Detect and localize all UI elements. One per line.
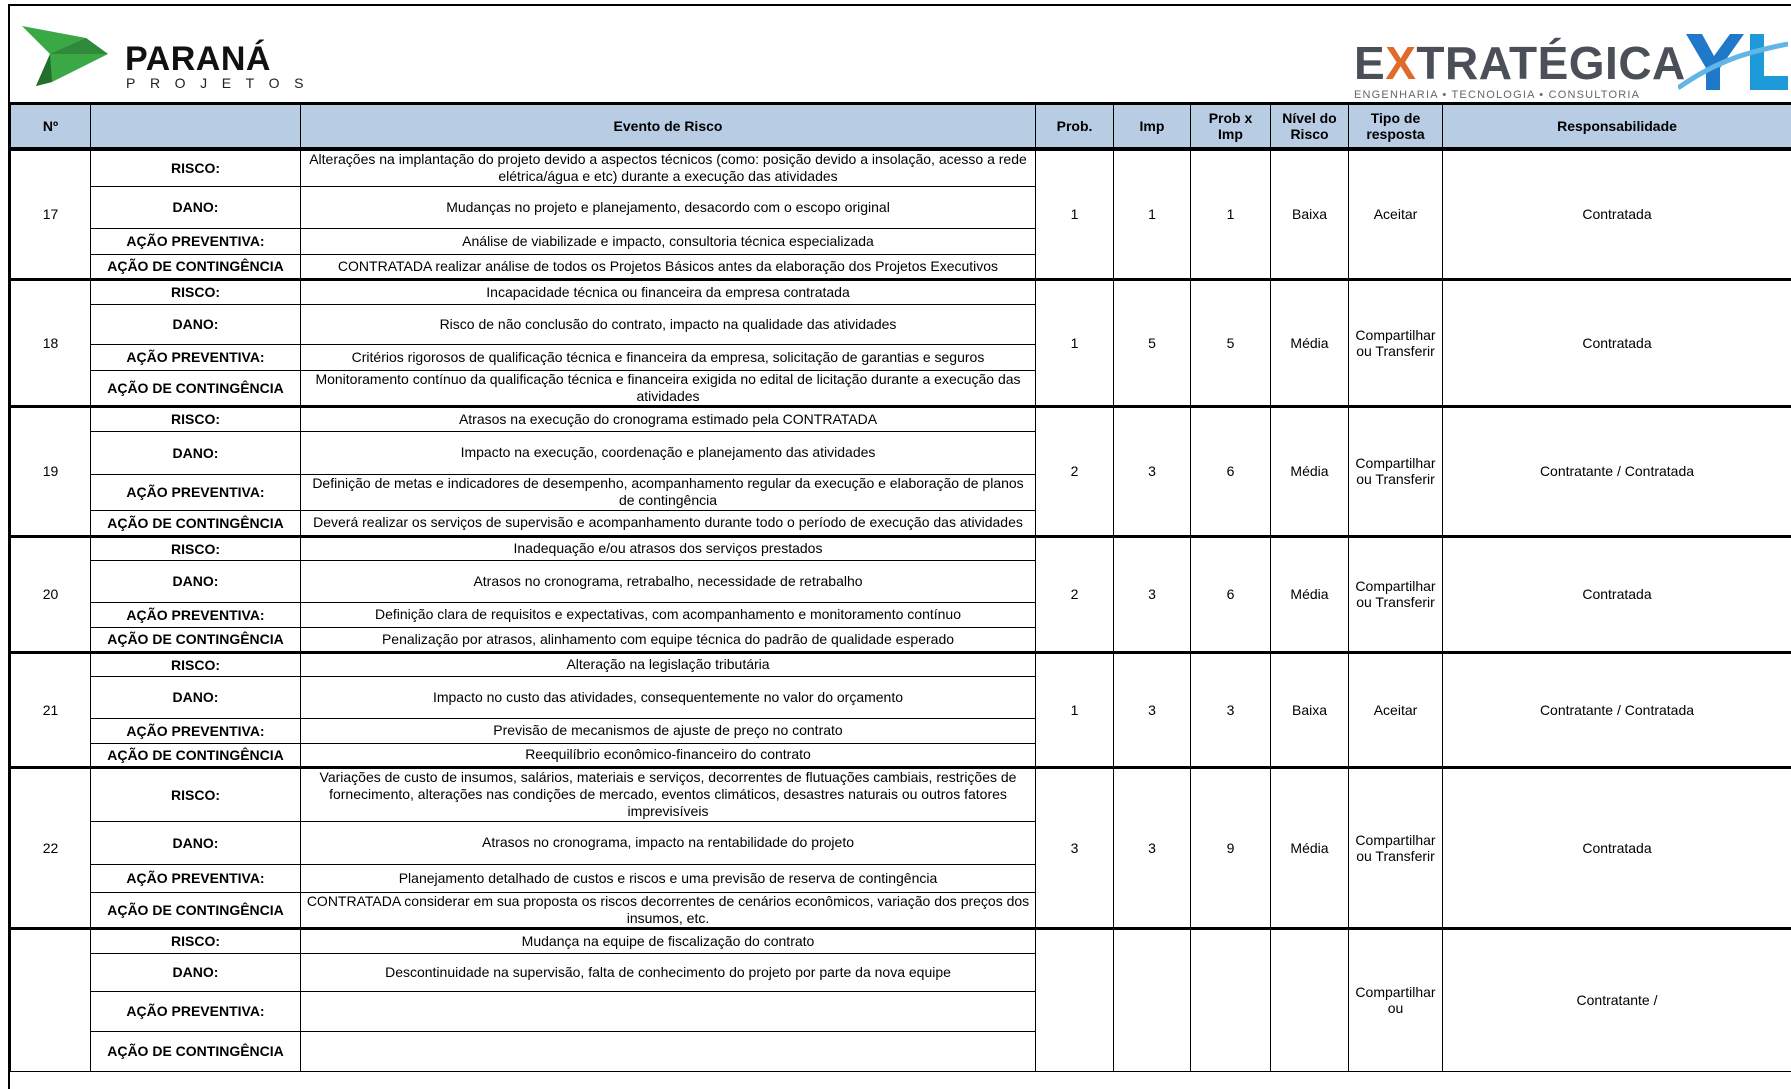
risk-prob: 1 [1036,652,1114,767]
risk-label-dano: DANO: [91,560,301,602]
risk-text-prev: Análise de viabilizade e impacto, consultoria técnica especializada [301,228,1036,254]
risk-text-dano: Risco de não conclusão do contrato, impacto na qualidade das atividades [301,304,1036,344]
risk-text-cont: CONTRATADA considerar em sua proposta os riscos decorrentes de cenários econômicos, variação dos preços dos insumos, etc. [301,892,1036,928]
risk-imp: 3 [1114,652,1191,767]
risk-table [10,102,1791,1072]
risk-label-dano: DANO: [91,431,301,474]
risk-prob: 1 [1036,279,1114,406]
estrategica-name [1354,40,1686,86]
estrategica-sub: ENGENHARIA • TECNOLOGIA • CONSULTORIA [1354,89,1686,101]
risk-prob-x-imp: 9 [1191,767,1271,928]
risk-text-risco: Alteração na legislação tributária [301,652,1036,676]
risk-number: 21 [11,652,91,767]
risk-text-risco: Alterações na implantação do projeto devido a aspectos técnicos (como: posição devido a insolação, acesso a rede elétrica/água e etc) durante a execução das atividades [301,149,1036,186]
document-header [10,6,1791,102]
estrategica-name-x: X [1385,37,1416,89]
risk-prob-x-imp: 5 [1191,279,1271,406]
risk-text-risco: Inadequação e/ou atrasos dos serviços prestados [301,536,1036,560]
col-pxi-header: Prob x Imp [1191,104,1271,150]
risk-level: Média [1271,536,1349,652]
col-num-header: Nº [11,104,91,150]
risk-imp: 3 [1114,767,1191,928]
risk-label-risco: RISCO: [91,406,301,431]
risk-label-dano: DANO: [91,186,301,228]
risk-text-dano: Atrasos no cronograma, impacto na rentabilidade do projeto [301,821,1036,864]
risk-prob: 2 [1036,406,1114,536]
col-imp-header: Imp [1114,104,1191,150]
parana-name: PARANÁ [125,42,318,76]
risk-text-cont: Monitoramento contínuo da qualificação técnica e financeira exigida no edital de licitação durante a execução das atividades [301,370,1036,406]
risk-imp [1114,928,1191,1071]
risk-imp: 3 [1114,406,1191,536]
risk-text-prev [301,991,1036,1031]
risk-text-prev: Definição de metas e indicadores de desempenho, acompanhamento regular da execução e elaboração de planos de contingência [301,474,1036,510]
risk-imp: 1 [1114,149,1191,279]
risk-label-cont: AÇÃO DE CONTINGÊNCIA [91,254,301,279]
risk-level: Média [1271,406,1349,536]
risk-subrow-risco [11,536,1791,560]
risk-responsibility: Contratada [1443,536,1791,652]
risk-subrow-risco [11,928,1791,953]
risk-label-risco: RISCO: [91,279,301,304]
risk-text-prev: Planejamento detalhado de custos e riscos e uma previsão de reserva de contingência [301,864,1036,892]
risk-number: 20 [11,536,91,652]
risk-level: Baixa [1271,149,1349,279]
risk-number: 17 [11,149,91,279]
parana-sub: PROJETOS [126,76,318,90]
risk-response-type: Compartilhar ou Transferir [1349,406,1443,536]
table-header-row [11,104,1791,150]
col-responsibility-header: Responsabilidade [1443,104,1791,150]
risk-response-type: Compartilhar ou Transferir [1349,279,1443,406]
risk-label-prev: AÇÃO PREVENTIVA: [91,344,301,370]
risk-prob-x-imp: 1 [1191,149,1271,279]
risk-level [1271,928,1349,1071]
risk-prob-x-imp: 3 [1191,652,1271,767]
parana-logo-mark [22,20,114,91]
risk-label-risco: RISCO: [91,149,301,186]
col-response-header: Tipo de resposta [1349,104,1443,150]
risk-prob: 2 [1036,536,1114,652]
risk-label-dano: DANO: [91,304,301,344]
risk-subrow-risco [11,652,1791,676]
risk-responsibility: Contratada [1443,767,1791,928]
risk-prob-x-imp [1191,928,1271,1071]
risk-number: 18 [11,279,91,406]
estrategica-name-prefix: E [1354,37,1385,89]
parana-logo-text [125,42,318,90]
risk-subrow-risco [11,149,1791,186]
risk-text-cont [301,1031,1036,1071]
risk-responsibility: Contratante / Contratada [1443,652,1791,767]
risk-label-risco: RISCO: [91,536,301,560]
risk-number: 22 [11,767,91,928]
risk-text-prev: Previsão de mecanismos de ajuste de preço no contrato [301,718,1036,743]
risk-label-risco: RISCO: [91,652,301,676]
risk-text-risco: Incapacidade técnica ou financeira da empresa contratada [301,279,1036,304]
col-event-header: Evento de Risco [301,104,1036,150]
risk-text-prev: Critérios rigorosos de qualificação técnica e financeira da empresa, solicitação de garantias e seguros [301,344,1036,370]
risk-label-risco: RISCO: [91,928,301,953]
risk-responsibility: Contratada [1443,149,1791,279]
risk-text-prev: Definição clara de requisitos e expectativas, com acompanhamento e monitoramento contínuo [301,602,1036,627]
risk-responsibility: Contratada [1443,279,1791,406]
risk-text-dano: Atrasos no cronograma, retrabalho, necessidade de retrabalho [301,560,1036,602]
risk-prob: 1 [1036,149,1114,279]
risk-prob: 3 [1036,767,1114,928]
risk-label-dano: DANO: [91,676,301,718]
risk-text-dano: Descontinuidade na supervisão, falta de conhecimento do projeto por parte da nova equipe [301,953,1036,991]
risk-text-risco: Variações de custo de insumos, salários, materiais e serviços, decorrentes de flutuações cambiais, restrições de fornecimento, alterações nas condições de mercado, eventos climáticos, desastres naturais ou outros fatores imprevisíveis [301,767,1036,821]
risk-responsibility: Contratante / [1443,928,1791,1071]
risk-label-risco: RISCO: [91,767,301,821]
risk-text-risco: Mudança na equipe de fiscalização do contrato [301,928,1036,953]
yl-logo [1678,30,1788,99]
risk-label-cont: AÇÃO DE CONTINGÊNCIA [91,510,301,536]
risk-text-cont: Reequilíbrio econômico-financeiro do contrato [301,743,1036,767]
risk-subrow-risco [11,279,1791,304]
risk-label-prev: AÇÃO PREVENTIVA: [91,718,301,743]
risk-label-cont: AÇÃO DE CONTINGÊNCIA [91,370,301,406]
estrategica-logo [1354,40,1686,101]
risk-response-type: Compartilhar ou [1349,928,1443,1071]
col-label-header [91,104,301,150]
risk-text-dano: Impacto no custo das atividades, consequentemente no valor do orçamento [301,676,1036,718]
risk-prob [1036,928,1114,1071]
risk-text-cont: CONTRATADA realizar análise de todos os Projetos Básicos antes da elaboração dos Projetos Executivos [301,254,1036,279]
risk-label-cont: AÇÃO DE CONTINGÊNCIA [91,1031,301,1071]
risk-response-type: Aceitar [1349,652,1443,767]
risk-label-cont: AÇÃO DE CONTINGÊNCIA [91,892,301,928]
risk-label-prev: AÇÃO PREVENTIVA: [91,474,301,510]
risk-number: 19 [11,406,91,536]
risk-label-cont: AÇÃO DE CONTINGÊNCIA [91,743,301,767]
risk-label-cont: AÇÃO DE CONTINGÊNCIA [91,627,301,652]
risk-response-type: Compartilhar ou Transferir [1349,767,1443,928]
risk-text-dano: Impacto na execução, coordenação e planejamento das atividades [301,431,1036,474]
risk-level: Baixa [1271,652,1349,767]
col-level-header: Nível do Risco [1271,104,1349,150]
risk-imp: 3 [1114,536,1191,652]
risk-responsibility: Contratante / Contratada [1443,406,1791,536]
risk-label-dano: DANO: [91,821,301,864]
risk-response-type: Aceitar [1349,149,1443,279]
risk-table-body [11,149,1791,1071]
col-prob-header: Prob. [1036,104,1114,150]
risk-label-prev: AÇÃO PREVENTIVA: [91,602,301,627]
risk-subrow-risco [11,767,1791,821]
risk-response-type: Compartilhar ou Transferir [1349,536,1443,652]
risk-label-prev: AÇÃO PREVENTIVA: [91,991,301,1031]
risk-text-dano: Mudanças no projeto e planejamento, desacordo com o escopo original [301,186,1036,228]
risk-prob-x-imp: 6 [1191,406,1271,536]
risk-label-dano: DANO: [91,953,301,991]
risk-text-cont: Penalização por atrasos, alinhamento com equipe técnica do padrão de qualidade esperado [301,627,1036,652]
risk-label-prev: AÇÃO PREVENTIVA: [91,864,301,892]
risk-level: Média [1271,767,1349,928]
risk-label-prev: AÇÃO PREVENTIVA: [91,228,301,254]
risk-imp: 5 [1114,279,1191,406]
risk-number [11,928,91,1071]
risk-level: Média [1271,279,1349,406]
estrategica-name-suffix: TRATÉGICA [1416,37,1685,89]
risk-prob-x-imp: 6 [1191,536,1271,652]
risk-text-risco: Atrasos na execução do cronograma estimado pela CONTRATADA [301,406,1036,431]
risk-text-cont: Deverá realizar os serviços de supervisão e acompanhamento durante todo o período de execução das atividades [301,510,1036,536]
risk-subrow-risco [11,406,1791,431]
